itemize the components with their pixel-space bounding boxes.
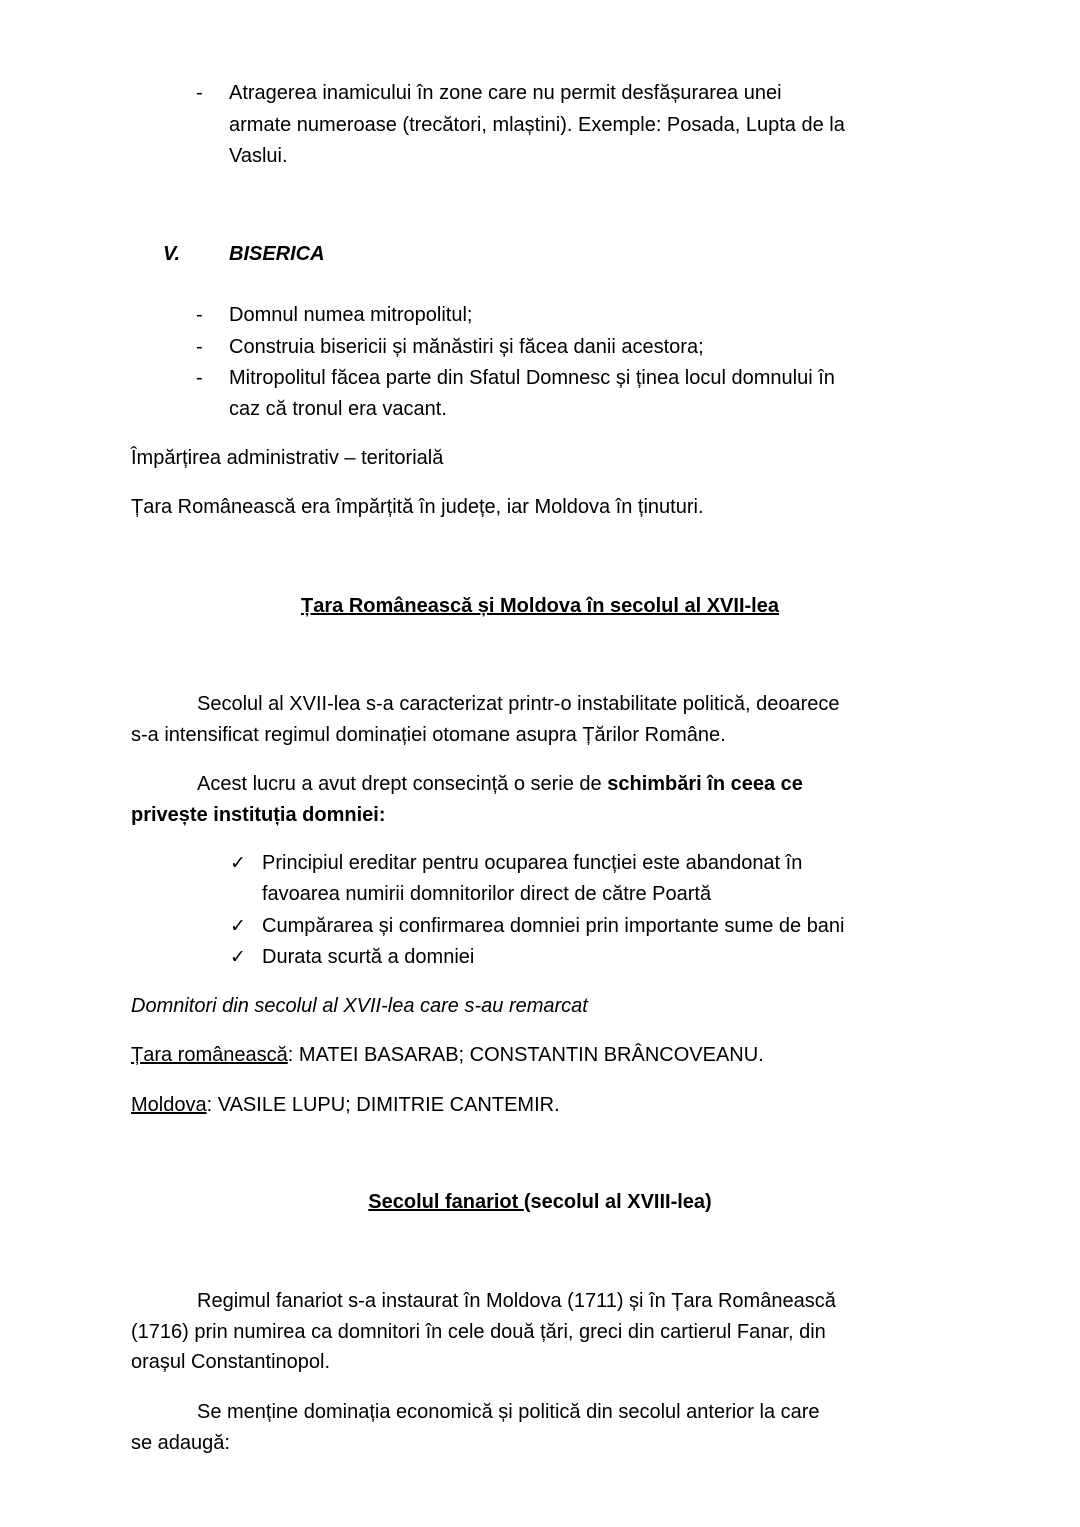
paragraph-line: Se menține dominația economică și politică din secolul anterior la care bbox=[197, 1401, 820, 1423]
bullet-dash: - bbox=[196, 82, 203, 104]
check-item-text: Principiul ereditar pentru ocuparea funcției este abandonat în bbox=[262, 852, 803, 874]
rulers-title: Domnitori din secolul al XVII-lea care s-au remarcat bbox=[131, 995, 588, 1017]
bullet-text: Vaslui. bbox=[229, 145, 288, 167]
heading-rest: (secolul al XVIII-lea) bbox=[523, 1191, 712, 1213]
bullet-text: caz că tronul era vacant. bbox=[229, 398, 447, 420]
check-item-text: Cumpărarea și confirmarea domniei prin importante sume de bani bbox=[262, 915, 845, 937]
paragraph-line: orașul Constantinopol. bbox=[131, 1351, 331, 1373]
bullet-text: Mitropolitul făcea parte din Sfatul Domnesc și ținea locul domnului în bbox=[229, 367, 835, 389]
heading-fanariot bbox=[0, 1189, 1080, 1215]
admin-text: Țara Românească era împărțită în județe, iar Moldova în ținuturi. bbox=[131, 496, 704, 518]
bullet-dash: - bbox=[196, 367, 203, 389]
section-title: BISERICA bbox=[229, 243, 325, 265]
bullet-text: Atragerea inamicului în zone care nu permit desfășurarea unei bbox=[229, 82, 782, 104]
paragraph-line: Secolul al XVII-lea s-a caracterizat printr-o instabilitate politică, deoarece bbox=[197, 693, 840, 715]
bullet-dash: - bbox=[196, 336, 203, 358]
paragraph-line: se adaugă: bbox=[131, 1432, 230, 1454]
bullet-text: Domnul numea mitropolitul; bbox=[229, 304, 473, 326]
bullet-text: Construia bisericii și mănăstiri și făcea danii acestora; bbox=[229, 336, 704, 358]
section-number: V. bbox=[163, 243, 181, 265]
checkmark-icon: ✓ bbox=[230, 852, 246, 874]
paragraph-line: s-a intensificat regimul dominației otomane asupra Țărilor Române. bbox=[131, 724, 726, 746]
value: : MATEI BASARAB; CONSTANTIN BRÂNCOVEANU. bbox=[287, 1044, 764, 1066]
paragraph-line: (1716) prin numirea ca domnitori în cele două țări, greci din cartierul Fanar, din bbox=[131, 1321, 826, 1343]
label: Țara românească bbox=[131, 1044, 288, 1066]
bold-text: privește instituția domniei: bbox=[131, 804, 386, 826]
paragraph-line: Regimul fanariot s-a instaurat în Moldova (1711) și în Țara Românească bbox=[197, 1290, 836, 1312]
bullet-text: armate numeroase (trecători, mlaștini). Exemple: Posada, Lupta de la bbox=[229, 114, 845, 136]
check-item-text: favoarea numirii domnitorilor direct de către Poartă bbox=[262, 883, 712, 905]
label: Moldova bbox=[131, 1094, 207, 1116]
heading-underlined: Secolul fanariot bbox=[368, 1191, 524, 1213]
bullet-dash: - bbox=[196, 304, 203, 326]
rulers-moldova bbox=[131, 1092, 560, 1118]
rulers-tara-romaneasca bbox=[131, 1042, 764, 1068]
text: Acest lucru a avut drept consecință o serie de bbox=[197, 773, 608, 795]
check-item-text: Durata scurtă a domniei bbox=[262, 946, 475, 968]
checkmark-icon: ✓ bbox=[230, 915, 246, 937]
paragraph-line bbox=[197, 771, 803, 797]
value: : VASILE LUPU; DIMITRIE CANTEMIR. bbox=[206, 1094, 560, 1116]
bold-text: schimbări în ceea ce bbox=[607, 773, 803, 795]
heading-17th-century: Țara Românească și Moldova în secolul al XVII-lea bbox=[301, 595, 779, 617]
admin-title: Împărțirea administrativ – teritorială bbox=[131, 447, 444, 469]
checkmark-icon: ✓ bbox=[230, 946, 246, 968]
